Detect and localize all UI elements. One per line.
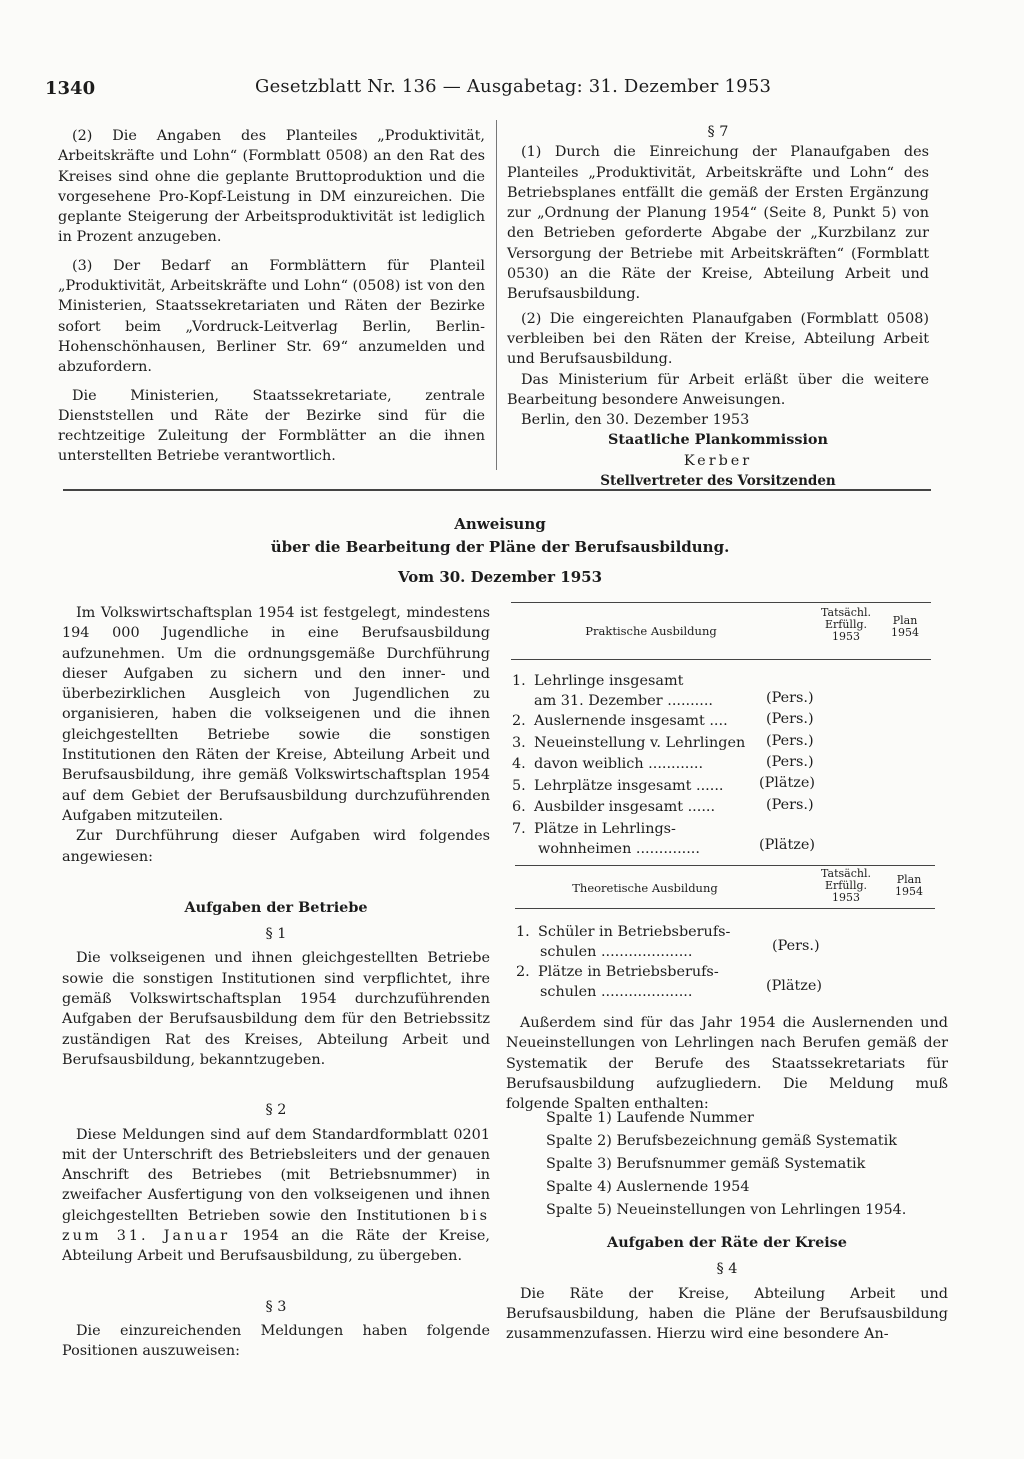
section-2-text bbox=[62, 1125, 490, 1267]
table-row-unit: (Plätze) bbox=[759, 775, 815, 791]
page-number: 1340 bbox=[45, 78, 96, 99]
table-row-unit: (Pers.) bbox=[766, 754, 814, 770]
table-row: 3. Neueinstellung v. Lehrlingen bbox=[512, 735, 746, 751]
section-7-paragraph-1: (1) Durch die Einreichung der Planaufgaben des Planteiles „Produktivität, Arbeitskräfte und Lohn“ des Betriebsplanes entfällt die gemäß der Ersten Ergänzung zur „Ordnung der Planung 1954“ (Seite 8, Punkt 5) von den Betrieben geforderte Abgabe der „Kurzbilanz zur Versorgung der Betriebe mit Arbeitskräften“ (Formblatt 0530) an die Räte der Kreise, Abteilung Arbeit und Berufsausbildung. bbox=[507, 144, 929, 303]
paragraph-4: Die Ministerien, Staatssekretariate, zentrale Dienststellen und Räte der Bezirke sind für die rechtzeitige Zuleitung der Formblätter an die ihnen unterstellten Betriebe verantwortlich. bbox=[58, 387, 485, 465]
table-row-unit: (Pers.) bbox=[772, 938, 820, 954]
heading-aufgaben-betriebe: Aufgaben der Betriebe bbox=[184, 898, 368, 916]
table-row-continued: wohnheimen .............. bbox=[538, 841, 700, 857]
table-row-unit: (Plätze) bbox=[766, 978, 822, 994]
table-row-continued: schulen .................... bbox=[540, 984, 693, 1000]
table-row: 1. Schüler in Betriebsberufs- bbox=[516, 924, 731, 940]
table-row-unit: (Pers.) bbox=[766, 690, 814, 706]
document-heading bbox=[260, 513, 740, 559]
main-left-column bbox=[62, 603, 490, 1362]
intro-paragraph-2: Zur Durchführung dieser Aufgaben wird folgendes angewiesen: bbox=[62, 828, 490, 865]
heading-aufgaben-raete: Aufgaben der Räte der Kreise bbox=[607, 1234, 847, 1251]
section-1-heading: § 1 bbox=[265, 926, 287, 943]
column-spec-3: Spalte 3) Berufsnummer gemäß Systematik bbox=[546, 1156, 866, 1172]
table-row: 5. Lehrplätze insgesamt ...... bbox=[512, 778, 724, 794]
document-date: Vom 30. Dezember 1953 bbox=[397, 568, 603, 586]
table-praktisch-label: Praktische Ausbildung bbox=[585, 624, 717, 638]
authority: Staatliche Plankommission bbox=[608, 431, 828, 449]
table-row: 7. Plätze in Lehrlings- bbox=[512, 821, 676, 837]
section-7-heading: § 7 bbox=[707, 124, 729, 140]
table-row: 2. Auslernende insgesamt .... bbox=[512, 713, 728, 729]
section-2-deadline: bis zum 31. Januar bbox=[62, 1207, 490, 1245]
paragraph-3: (3) Der Bedarf an Formblättern für Planteil „Produktivität, Arbeitskräfte und Lohn“ (0508) ist von den Ministerien, Staatssekretariaten und Räten der Bezirke sofort beim „Vordruck-Leitverlag Berlin, Berlin-Hohenschönhausen, Berliner Str. 69“ anzumelden und abzufordern. bbox=[58, 257, 485, 376]
section-3-heading: § 3 bbox=[265, 1298, 287, 1315]
raete-section bbox=[506, 1233, 948, 1344]
table-praktisch-col-plan: Plan 1954 bbox=[891, 614, 919, 639]
top-right-column bbox=[507, 122, 929, 491]
table-row-unit: (Plätze) bbox=[759, 837, 815, 853]
intro-paragraph: Im Volkswirtschaftsplan 1954 ist festgelegt, mindestens 194 000 Jugendliche in eine Berufsausbildung aufzunehmen. Um die ordnungsgemäße Durchführung dieser Aufgaben zu sichern und den inner- und überbezirklichen Ausgleich von Jugendlichen zu organisieren, haben die volkseigenen und die ihnen gleichgestellten Betriebe sowie die sonstigen Institutionen den Räten der Kreise, Abteilung Arbeit und Berufsausbildung, ihre gemäß Volkswirtschaftsplan 1954 auf dem Gebiet der Berufsausbildung durchzuführenden Aufgaben mitzuteilen. bbox=[62, 605, 490, 824]
signer-role: Stellvertreter des Vorsitzenden bbox=[600, 473, 836, 490]
column-spec-4: Spalte 4) Auslernende 1954 bbox=[546, 1179, 750, 1195]
table-theoretisch-header bbox=[515, 865, 935, 909]
section-4-text: Die Räte der Kreise, Abteilung Arbeit und Berufsausbildung, haben die Pläne der Berufsausbildung zusammenzufassen. Hierzu wird eine besondere An- bbox=[506, 1285, 948, 1343]
table-theoretisch-col-actual: Tatsächl. Erfüllg. 1953 bbox=[821, 867, 871, 904]
section-2-heading: § 2 bbox=[265, 1102, 287, 1119]
section-2-text-a: Diese Meldungen sind auf dem Standardformblatt 0201 mit der Unterschrift des Betriebsleiters und der genauen Anschrift des Betriebes (mit Betriebsnummer) in zweifacher Ausfertigung von den volkseigenen und ihnen gleichgestellten Betrieben sowie den Institutionen bbox=[62, 1126, 490, 1224]
section-2-text-b: 1954 an die Räte der Kreise, Abteilung Arbeit und Berufsausbildung, zu übergeben. bbox=[62, 1228, 490, 1265]
section-separator bbox=[63, 489, 931, 491]
table-row: 1. Lehrlinge insgesamt bbox=[512, 673, 684, 689]
place-date: Berlin, den 30. Dezember 1953 bbox=[521, 412, 750, 429]
column-spec-1: Spalte 1) Laufende Nummer bbox=[546, 1110, 754, 1126]
table-theoretisch-col-plan: Plan 1954 bbox=[895, 873, 923, 898]
table-row-continued: am 31. Dezember .......... bbox=[534, 693, 713, 709]
table-row: 6. Ausbilder insgesamt ...... bbox=[512, 799, 716, 815]
table-row: 4. davon weiblich ............ bbox=[512, 756, 704, 772]
top-left-column bbox=[58, 126, 485, 467]
section-1-text: Die volkseigenen und ihnen gleichgestellten Betriebe sowie die sonstigen Institutionen sind verpflichtet, ihre gemäß Volkswirtschaftsplan 1954 durchzuführenden Aufgaben der Berufsausbildung dem für den Betriebssitz zuständigen Rat des Kreises, Abteilung Arbeit und Berufsausbildung, bekanntzugeben. bbox=[62, 950, 490, 1068]
table-praktisch-col-actual: Tatsächl. Erfüllg. 1953 bbox=[821, 606, 871, 643]
section-3-text: Die einzureichenden Meldungen haben folgende Positionen auszuweisen: bbox=[62, 1322, 490, 1360]
document-subtitle: über die Bearbeitung der Pläne der Berufsausbildung. bbox=[270, 538, 730, 556]
table-row-continued: schulen .................... bbox=[540, 944, 693, 960]
table-row: 2. Plätze in Betriebsberufs- bbox=[516, 964, 719, 980]
column-divider bbox=[496, 120, 497, 470]
table-praktisch-header bbox=[511, 602, 931, 660]
section-7-paragraph-2: (2) Die eingereichten Planaufgaben (Formblatt 0508) verbleiben bei den Räten der Kreise, Abteilung Arbeit und Berufsausbildung. bbox=[507, 310, 929, 368]
table-row-unit: (Pers.) bbox=[766, 797, 814, 813]
signer-name: Kerber bbox=[683, 452, 753, 469]
breakdown-paragraph: Außerdem sind für das Jahr 1954 die Auslernenden und Neueinstellungen von Lehrlingen nach Berufen gemäß der Systematik der Berufe des Staatssekretariats für Berufsausbildung aufzugliedern. Die Meldung muß folgende Spalten enthalten: bbox=[506, 1015, 948, 1113]
column-spec-5: Spalte 5) Neueinstellungen von Lehrlingen 1954. bbox=[546, 1202, 907, 1218]
column-spec-2: Spalte 2) Berufsbezeichnung gemäß Systematik bbox=[546, 1133, 897, 1149]
section-4-heading: § 4 bbox=[716, 1261, 738, 1278]
main-right-column bbox=[506, 1013, 948, 1114]
section-7-paragraph-3: Das Ministerium für Arbeit erläßt über die weitere Bearbeitung besondere Anweisungen. bbox=[507, 371, 929, 408]
table-row-unit: (Pers.) bbox=[766, 711, 814, 727]
table-row-unit: (Pers.) bbox=[766, 733, 814, 749]
page-header-title: Gesetzblatt Nr. 136 — Ausgabetag: 31. Dezember 1953 bbox=[255, 76, 772, 97]
paragraph-2: (2) Die Angaben des Planteiles „Produktivität, Arbeitskräfte und Lohn“ (Formblatt 0508) an den Rat des Kreises sind ohne die geplante Bruttoproduktion und die vorgesehene Pro-Kopf-Leistung in DM einzureichen. Die geplante Steigerung der Arbeitsproduktivität ist lediglich in Prozent anzugeben. bbox=[58, 128, 485, 246]
document-title: Anweisung bbox=[454, 515, 546, 533]
table-theoretisch-label: Theoretische Ausbildung bbox=[572, 881, 718, 895]
